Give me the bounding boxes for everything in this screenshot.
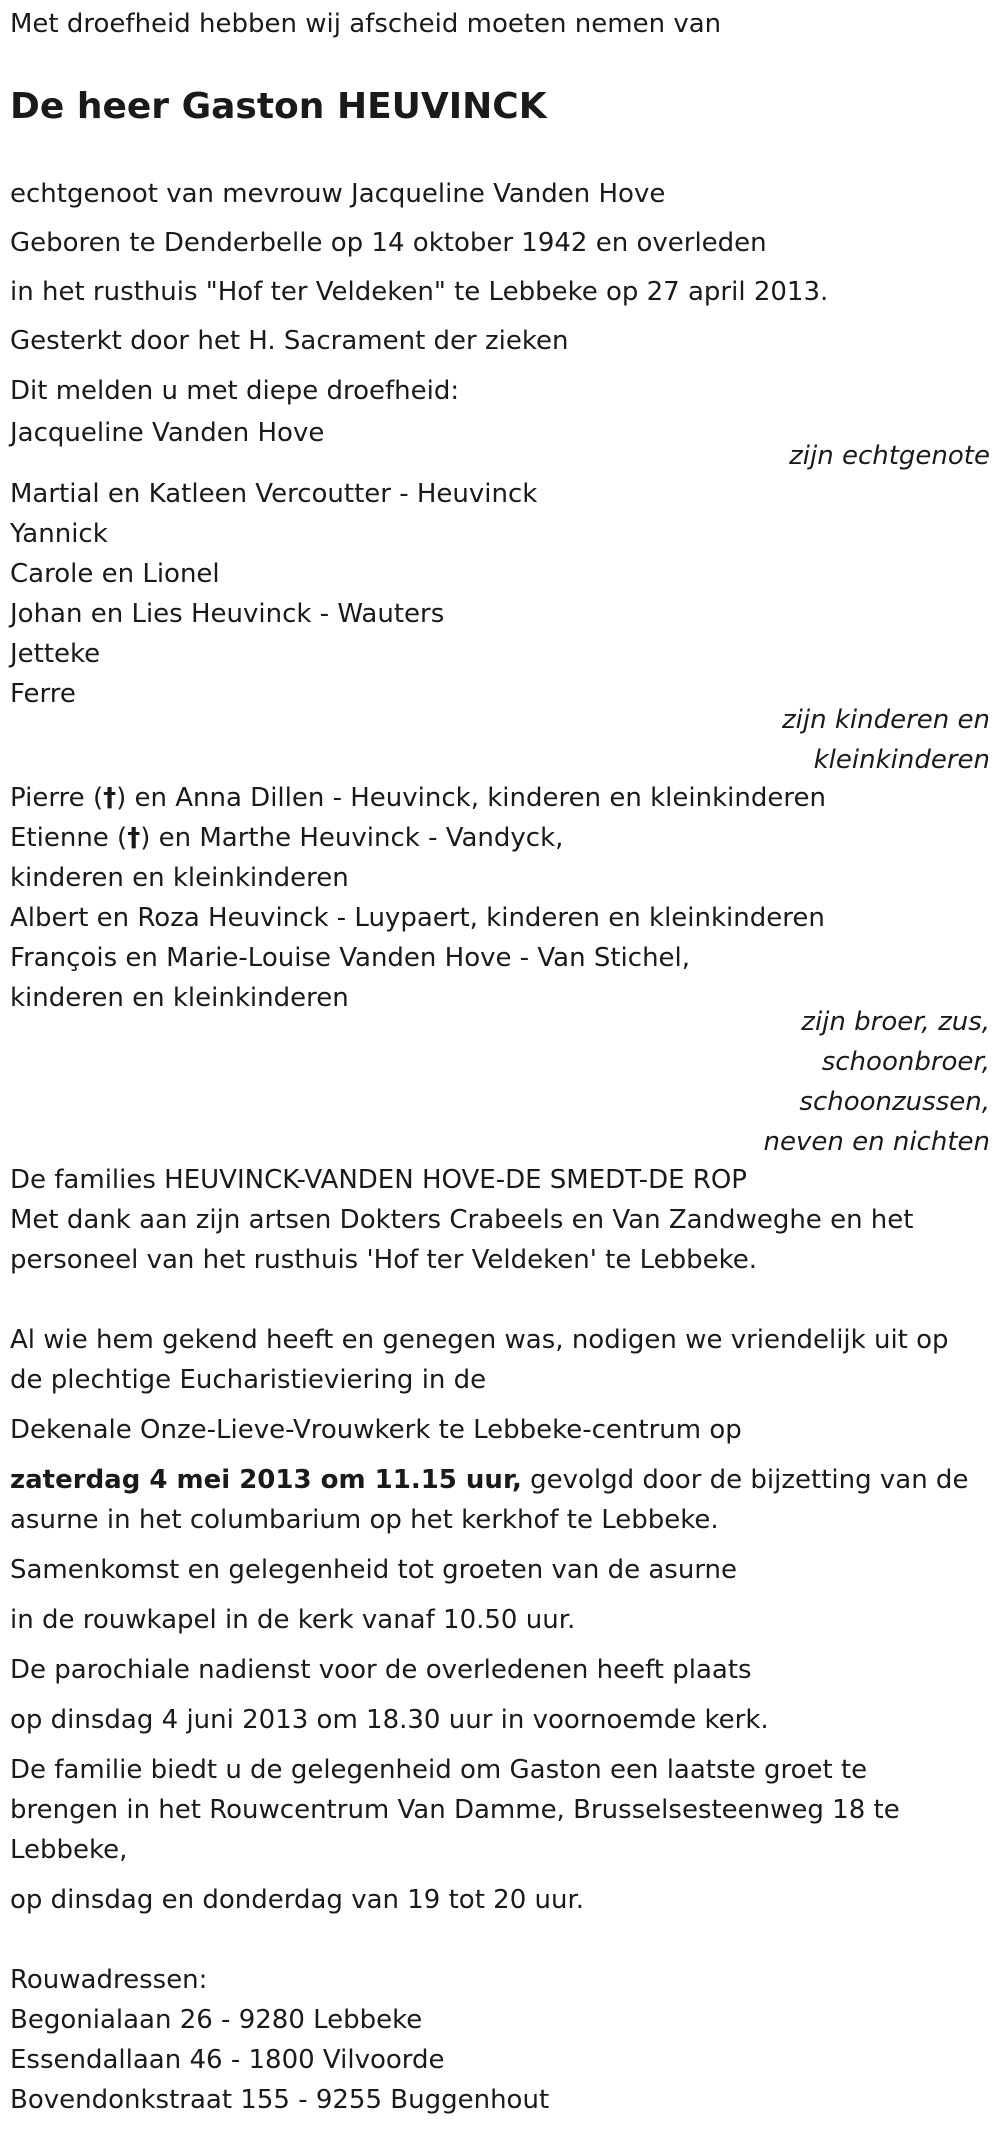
children-role-2: kleinkinderen: [813, 745, 990, 775]
service-date: zaterdag 4 mei 2013 om 11.15 uur,: [10, 1465, 522, 1495]
cross-icon: †: [127, 823, 141, 853]
service-cont: asurne in het columbarium op het kerkhof te Lebbeke.: [10, 1505, 719, 1535]
visit-line-3: Lebbeke,: [10, 1835, 128, 1865]
mass-line-2: op dinsdag 4 juni 2013 om 18.30 uur in voornoemde kerk.: [10, 1705, 769, 1735]
sibling-etienne-post: ) en Marthe Heuvinck - Vandyck,: [140, 823, 564, 853]
address-line-3: Bovendonkstraat 155 - 9255 Buggenhout: [10, 2085, 550, 2115]
spouse-line: echtgenoot van mevrouw Jacqueline Vanden Hove: [10, 179, 666, 209]
deceased-name: De heer Gaston HEUVINCK: [10, 86, 547, 127]
addresses-label: Rouwadressen:: [10, 1965, 208, 1995]
child-line-2: Yannick: [10, 519, 108, 549]
sibling-pierre-pre: Pierre (: [10, 783, 104, 813]
sacrament-line: Gesterkt door het H. Sacrament der zieken: [10, 326, 569, 356]
sibling-line-albert: Albert en Roza Heuvinck - Luypaert, kinderen en kleinkinderen: [10, 903, 825, 933]
child-line-5: Jetteke: [10, 639, 101, 669]
invite-line-1: Al wie hem gekend heeft en genegen was, nodigen we vriendelijk uit op: [10, 1325, 949, 1355]
child-line-4: Johan en Lies Heuvinck - Wauters: [10, 599, 445, 629]
gathering-line-2: in de rouwkapel in de kerk vanaf 10.50 uur.: [10, 1605, 576, 1635]
thanks-line-2: personeel van het rusthuis 'Hof ter Veldeken' te Lebbeke.: [10, 1245, 758, 1275]
visit-line-2: brengen in het Rouwcentrum Van Damme, Brusselsesteenweg 18 te: [10, 1795, 900, 1825]
spouse-name: Jacqueline Vanden Hove: [10, 418, 325, 448]
siblings-role-3: schoonzussen,: [799, 1087, 990, 1117]
died-line: in het rusthuis "Hof ter Veldeken" te Lebbeke op 27 april 2013.: [10, 277, 829, 307]
children-role-1: zijn kinderen en: [782, 705, 990, 735]
child-line-3: Carole en Lionel: [10, 559, 220, 589]
intro-text: Met droefheid hebben wij afscheid moeten nemen van: [10, 9, 722, 39]
thanks-line-1: Met dank aan zijn artsen Dokters Crabeels en Van Zandweghe en het: [10, 1205, 914, 1235]
siblings-role-1: zijn broer, zus,: [801, 1007, 990, 1037]
child-line-1: Martial en Katleen Vercoutter - Heuvinck: [10, 479, 538, 509]
sibling-line-pierre: [10, 778, 826, 818]
sibling-line-etienne: [10, 818, 563, 858]
siblings-role-2: schoonbroer,: [821, 1047, 990, 1077]
sibling-francois-cont: kinderen en kleinkinderen: [10, 983, 349, 1013]
gathering-line-1: Samenkomst en gelegenheid tot groeten van de asurne: [10, 1555, 738, 1585]
address-line-2: Essendallaan 46 - 1800 Vilvoorde: [10, 2045, 445, 2075]
announce-line: Dit melden u met diepe droefheid:: [10, 376, 460, 406]
families-line: De families HEUVINCK-VANDEN HOVE-DE SMEDT-DE ROP: [10, 1165, 747, 1195]
mass-line-1: De parochiale nadienst voor de overledenen heeft plaats: [10, 1655, 752, 1685]
service-line: [10, 1460, 968, 1500]
sibling-line-francois: François en Marie-Louise Vanden Hove - Van Stichel,: [10, 943, 691, 973]
sibling-pierre-post: ) en Anna Dillen - Heuvinck, kinderen en kleinkinderen: [116, 783, 826, 813]
sibling-etienne-cont: kinderen en kleinkinderen: [10, 863, 349, 893]
visit-line-4: op dinsdag en donderdag van 19 tot 20 uur.: [10, 1885, 585, 1915]
invite-line-2: de plechtige Eucharistieviering in de: [10, 1365, 487, 1395]
service-rest: gevolgd door de bijzetting van de: [521, 1465, 969, 1495]
siblings-role-4: neven en nichten: [763, 1127, 990, 1157]
sibling-etienne-pre: Etienne (: [10, 823, 128, 853]
address-line-1: Begonialaan 26 - 9280 Lebbeke: [10, 2005, 423, 2035]
born-line: Geboren te Denderbelle op 14 oktober 1942 en overleden: [10, 228, 767, 258]
spouse-role: zijn echtgenote: [789, 441, 990, 471]
visit-line-1: De familie biedt u de gelegenheid om Gaston een laatste groet te: [10, 1755, 868, 1785]
child-line-6: Ferre: [10, 679, 76, 709]
cross-icon: †: [103, 783, 117, 813]
church-line: Dekenale Onze-Lieve-Vrouwkerk te Lebbeke-centrum op: [10, 1415, 742, 1445]
